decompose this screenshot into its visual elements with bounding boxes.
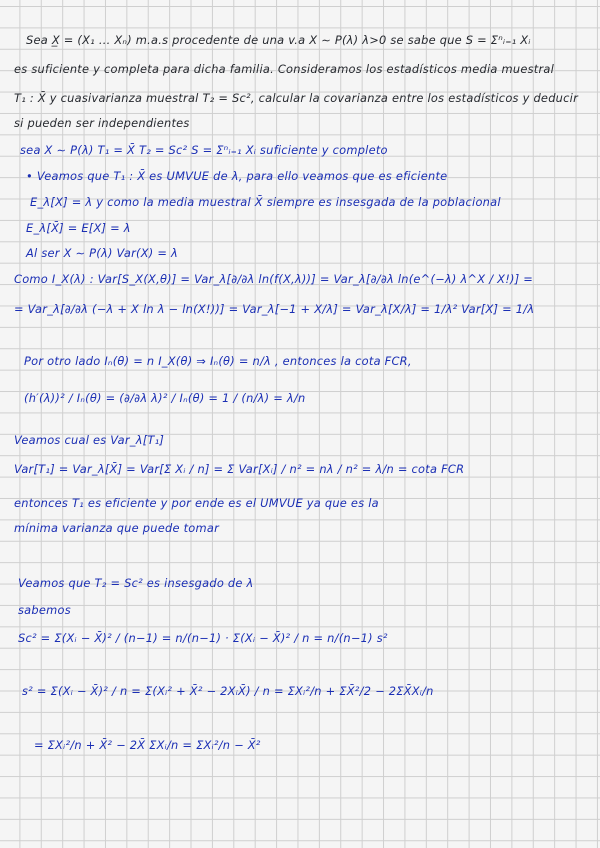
conclusion-line-2: mínima varianza que puede tomar <box>14 521 220 535</box>
problem-statement-line-3: T₁ : X̄ y cuasivarianza muestral T₂ = Sc², calcular la covarianza entre los estadísticos y deducir <box>14 91 579 105</box>
variance-line: Al ser X ∼ P(λ) Var(X) = λ <box>26 246 178 260</box>
variance-t1-heading: Veamos cual es Var_λ[T₁] <box>14 433 165 447</box>
expectation-line: E_λ[X] = λ y como la media muestral X̄ siempre es insesgada de la poblacional <box>30 195 501 209</box>
fcr-bound-line: (h′(λ))² / Iₙ(θ) = (∂/∂λ λ)² / Iₙ(θ) = 1 / (n/λ) = λ/n <box>24 391 306 405</box>
t2-unbiased-heading: Veamos que T₂ = Sc² es insesgado de λ <box>18 576 254 590</box>
setup-line: sea X ∼ P(λ) T₁ = X̄ T₂ = Sc² S = Σⁿᵢ₌₁ Xᵢ suficiente y completo <box>20 143 388 157</box>
problem-statement-line-2: es suficiente y completa para dicha familia. Consideramos los estadísticos media muestral <box>14 62 555 76</box>
umvue-claim-line: • Veamos que T₁ : X̄ es UMVUE de λ, para ello veamos que es eficiente <box>26 169 448 183</box>
conclusion-line-1: entonces T₁ es eficiente y por ende es el UMVUE ya que es la <box>14 496 379 510</box>
sabemos-label: sabemos <box>18 603 71 617</box>
variance-t1-line: Var[T₁] = Var_λ[X̄] = Var[Σ Xᵢ / n] = Σ Var[Xᵢ] / n² = nλ / n² = λ/n = cota FCR <box>14 462 465 476</box>
fisher-information-line-2: = Var_λ[∂/∂λ (−λ + X ln λ − ln(X!))] = Var_λ[−1 + X/λ] = Var_λ[X/λ] = 1/λ² Var[X] = 1/λ <box>14 302 535 316</box>
problem-statement-line-4: si pueden ser independientes <box>14 116 190 130</box>
mean-expectation-line: E_λ[X̄] = E[X] = λ <box>26 221 131 235</box>
sample-variance-line-1: s² = Σ(Xᵢ − X̄)² / n = Σ(Xᵢ² + X̄² − 2XᵢX̄) / n = ΣXᵢ²/n + ΣX̄²/2 − 2ΣX̄Xᵢ/n <box>22 684 434 698</box>
information-sample-line: Por otro lado Iₙ(θ) = n I_X(θ) ⇒ Iₙ(θ) = n/λ , entonces la cota FCR, <box>24 354 412 368</box>
problem-statement-line-1: Sea X̲ = (X₁ ... Xₙ) m.a.s procedente de una v.a X ∼ P(λ) λ>0 se sabe que S = Σⁿᵢ₌₁ Xᵢ <box>26 33 531 47</box>
sample-variance-line-2: = ΣXᵢ²/n + X̄² − 2X̄ ΣXᵢ/n = ΣXᵢ²/n − X̄² <box>34 738 261 752</box>
quasivariance-line: Sc² = Σ(Xᵢ − X̄)² / (n−1) = n/(n−1) · Σ(Xᵢ − X̄)² / n = n/(n−1) s² <box>18 631 388 645</box>
fisher-information-line-1: Como I_X(λ) : Var[S_X(X,θ)] = Var_λ[∂/∂λ ln(f(X,λ))] = Var_λ[∂/∂λ ln(e^(−λ) λ^X / X!)] = <box>14 272 534 286</box>
